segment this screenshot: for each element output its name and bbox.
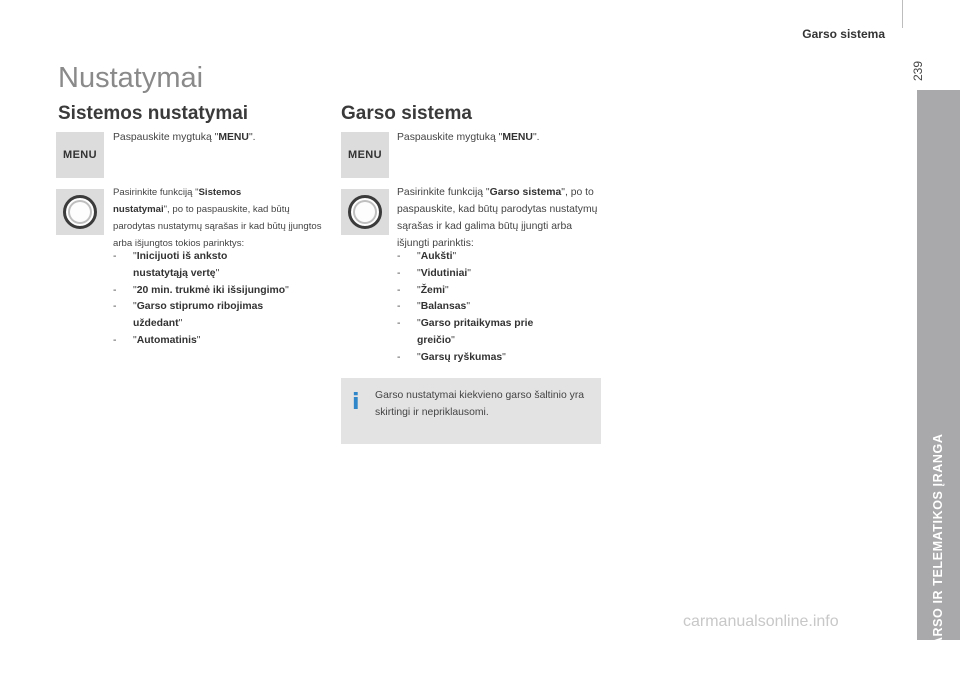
text-fragment: ". xyxy=(532,132,540,143)
text-fragment: ". xyxy=(248,132,256,143)
text-fragment: Paspauskite mygtuką " xyxy=(397,132,503,143)
rotary-knob-icon xyxy=(63,195,97,229)
option-label: 20 min. trukmė iki išsijungimo xyxy=(136,284,286,296)
quote-mark: " xyxy=(451,334,455,346)
menu-keyword: MENU xyxy=(502,132,533,143)
page-number: 239 xyxy=(911,60,925,81)
quote-mark: " xyxy=(133,251,137,262)
option-label: Inicijuoti iš ankstо xyxy=(136,251,228,262)
list-dash: - xyxy=(397,351,401,363)
quote-mark: " xyxy=(417,301,421,313)
info-note-box xyxy=(341,378,601,444)
rotary-knob-icon xyxy=(348,195,382,229)
option-label-cont: uždedant xyxy=(133,318,179,330)
quote-mark: " xyxy=(417,251,421,262)
list-item xyxy=(113,283,328,300)
list-dash: - xyxy=(113,284,117,296)
left-options-list xyxy=(113,249,328,350)
text-fragment: Paspauskite mygtuką " xyxy=(113,132,219,143)
option-label: Žemi xyxy=(420,284,445,296)
option-label: Aukšti xyxy=(420,251,453,262)
menu-button-icon xyxy=(56,132,104,178)
quote-mark: " xyxy=(133,334,137,346)
list-dash: - xyxy=(113,301,117,313)
list-dash: - xyxy=(397,301,401,313)
quote-mark: " xyxy=(196,334,201,346)
quote-mark: " xyxy=(417,267,421,279)
list-item xyxy=(397,299,607,316)
right-step-select-function xyxy=(397,184,607,252)
left-step-press-menu xyxy=(113,129,256,146)
list-dash: - xyxy=(397,318,401,330)
left-step-select-function xyxy=(113,184,323,252)
text-fragment: ", po to paspauskite, kad būtų parodytas nustatymų sąrašas ir kad galima būtų įjungti arba išjungti parinktis: xyxy=(397,187,598,249)
quote-mark: " xyxy=(285,284,289,296)
header-rule xyxy=(902,0,903,28)
list-dash: - xyxy=(397,267,401,279)
option-label: Automatinis xyxy=(136,334,197,346)
quote-mark: " xyxy=(133,301,137,313)
list-item xyxy=(397,316,607,350)
page-title: Nustatymai xyxy=(58,62,204,94)
list-item xyxy=(397,283,607,300)
chapter-number: 10 xyxy=(924,662,953,692)
menu-icon-label: MENU xyxy=(348,149,382,161)
function-keyword: Garso sistema xyxy=(489,187,562,198)
list-item xyxy=(113,249,328,283)
section-heading-system-settings: Sistemos nustatymai xyxy=(58,103,249,124)
right-step-press-menu xyxy=(397,129,540,146)
quote-mark: " xyxy=(133,284,137,296)
quote-mark: " xyxy=(466,301,471,313)
quote-mark: " xyxy=(178,318,183,330)
quote-mark: " xyxy=(452,251,457,262)
info-note-text: Garso nustatymai kiekvieno garso šaltinio yra skirtingi ir nepriklausomi. xyxy=(375,390,585,418)
function-keyword: nustatymai xyxy=(113,204,164,215)
chapter-title-text: GARSO IR TELEMATIKOS ĮRANGA xyxy=(931,433,945,657)
option-label: Garso stiprumo ribojimas xyxy=(136,301,264,313)
menu-button-icon xyxy=(341,132,389,178)
text-fragment: ", po to paspauskite, kad būtų parodytas nustatymų sąrašas ir kad būtų įjungtos arba išjungtos tokios parinktys: xyxy=(113,204,322,249)
text-fragment: Pasirinkite funkciją " xyxy=(397,187,490,198)
section-heading-audio-system: Garso sistema xyxy=(341,103,472,124)
list-item xyxy=(113,333,328,350)
text-fragment: Pasirinkite funkciją " xyxy=(113,187,199,198)
watermark: carmanualsonline.info xyxy=(683,613,839,630)
list-dash: - xyxy=(113,251,117,262)
quote-mark: " xyxy=(417,284,421,296)
quote-mark: " xyxy=(417,351,421,363)
option-label-cont: nustatytąją vertę xyxy=(133,267,216,279)
quote-mark: " xyxy=(417,318,421,330)
list-dash: - xyxy=(397,284,401,296)
option-label: Garso pritaikymas prie xyxy=(420,318,534,330)
rotary-knob-icon-box xyxy=(341,189,389,235)
chapter-side-tab xyxy=(917,90,960,692)
list-item xyxy=(397,266,607,283)
list-dash: - xyxy=(113,334,117,346)
list-item xyxy=(397,249,607,266)
quote-mark: " xyxy=(444,284,449,296)
right-options-list xyxy=(397,249,607,367)
running-header: Garso sistema xyxy=(802,27,885,41)
option-label: Balansas xyxy=(420,301,467,313)
list-item xyxy=(397,350,607,367)
rotary-knob-icon-box xyxy=(56,189,104,235)
list-dash: - xyxy=(397,251,401,262)
option-label: Garsų ryškumas xyxy=(420,351,503,363)
list-item xyxy=(113,299,328,333)
menu-keyword: MENU xyxy=(218,132,249,143)
function-keyword: Sistemos xyxy=(198,187,242,198)
quote-mark: " xyxy=(502,351,506,363)
option-label: Vidutiniai xyxy=(420,267,468,279)
menu-icon-label: MENU xyxy=(63,149,97,161)
option-label-cont: greičio xyxy=(417,334,452,346)
quote-mark: " xyxy=(467,267,471,279)
quote-mark: " xyxy=(215,267,220,279)
info-icon: i xyxy=(352,390,360,415)
